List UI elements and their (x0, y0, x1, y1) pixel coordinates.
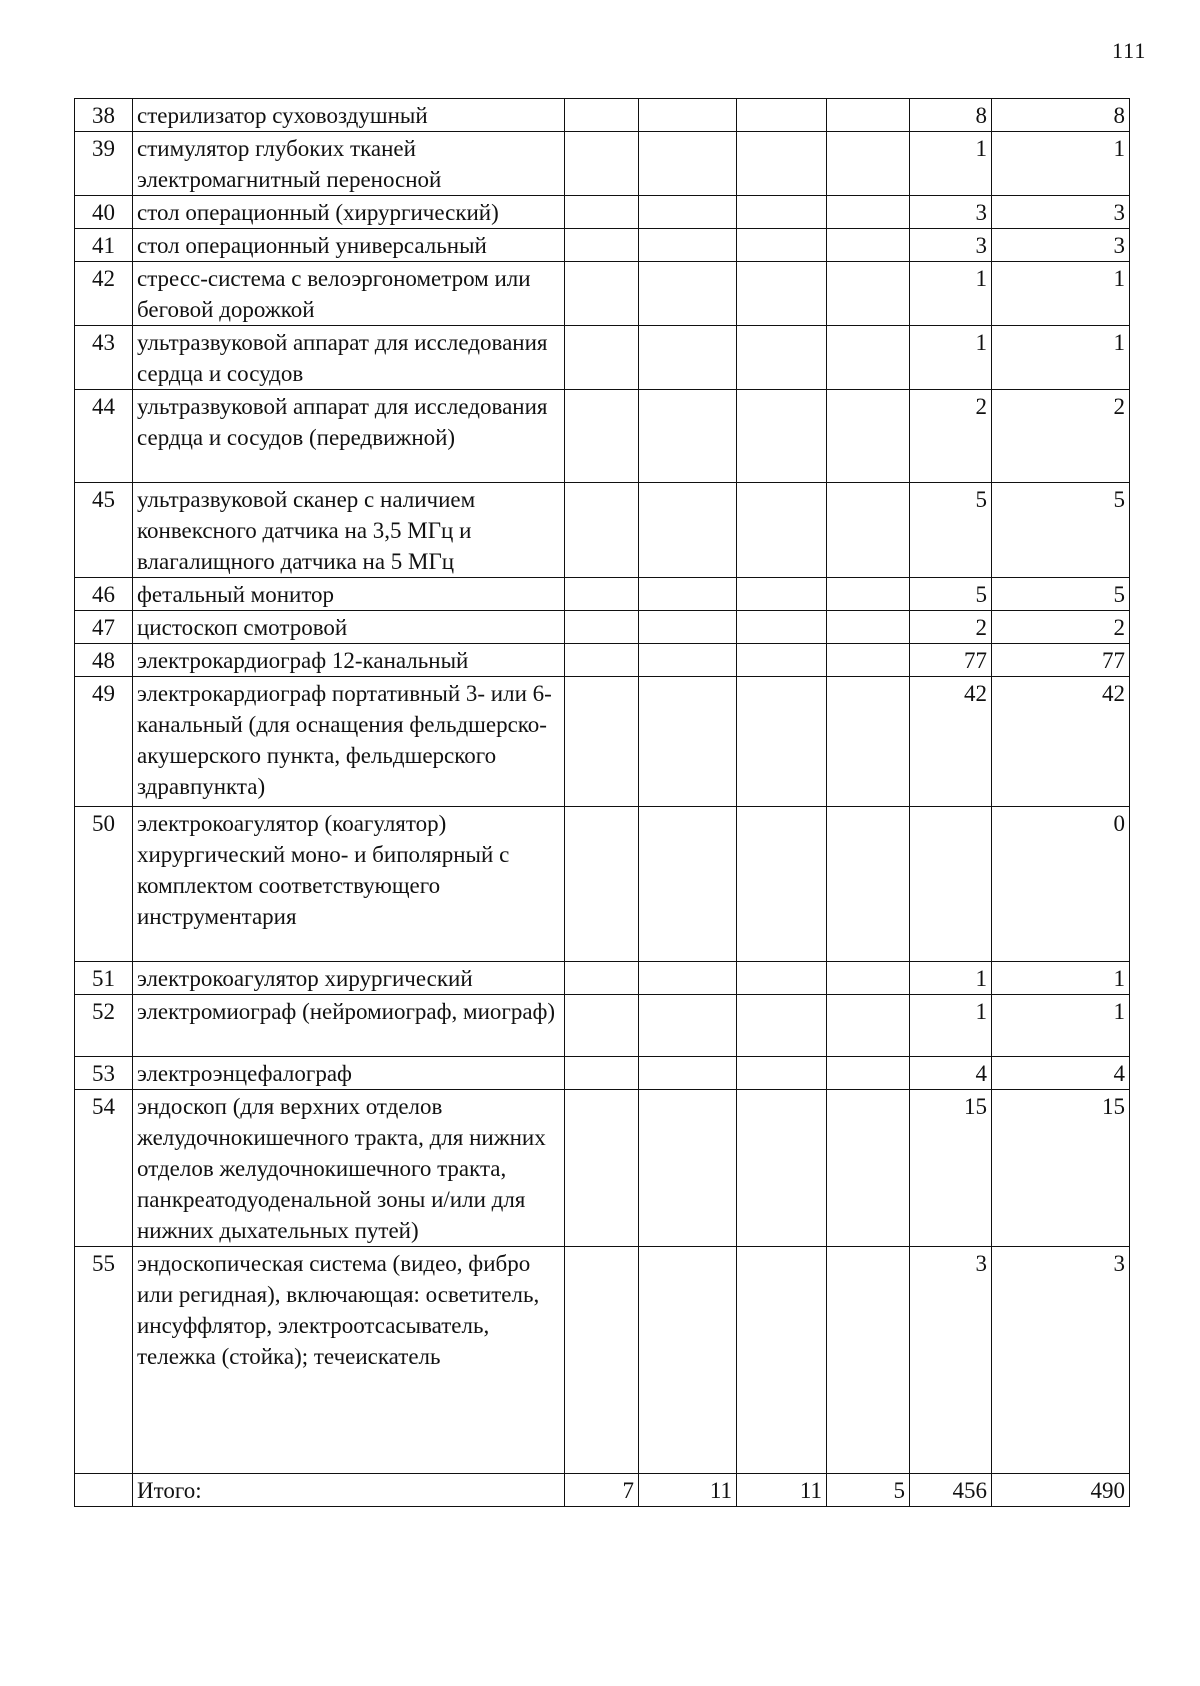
qty-col-4-cell (827, 326, 910, 390)
item-name-cell: фетальный монитор (133, 578, 565, 611)
qty-col-3-cell (737, 483, 827, 578)
qty-total-cell: 42 (992, 677, 1130, 807)
qty-col-5-cell: 77 (910, 644, 992, 677)
row-number-cell: 50 (75, 807, 133, 962)
equipment-table (74, 98, 1130, 1507)
table-row (75, 390, 1130, 483)
qty-col-1-cell (565, 1090, 639, 1247)
qty-col-4-cell (827, 1247, 910, 1474)
qty-total-cell: 1 (992, 326, 1130, 390)
qty-col-1-cell (565, 132, 639, 196)
row-number-cell: 41 (75, 229, 133, 262)
row-number-cell: 47 (75, 611, 133, 644)
table-body (75, 99, 1130, 1507)
table-row (75, 1247, 1130, 1474)
table-row (75, 962, 1130, 995)
qty-total-cell: 5 (992, 578, 1130, 611)
qty-col-5-cell: 3 (910, 196, 992, 229)
qty-col-1-cell (565, 99, 639, 132)
row-number-cell: 54 (75, 1090, 133, 1247)
item-name-cell: Итого: (133, 1474, 565, 1507)
qty-total-cell: 15 (992, 1090, 1130, 1247)
qty-col-1-cell (565, 807, 639, 962)
qty-total-cell: 3 (992, 229, 1130, 262)
qty-col-4-cell (827, 677, 910, 807)
item-name-cell: электрокардиограф 12-канальный (133, 644, 565, 677)
table-row (75, 229, 1130, 262)
table-row (75, 677, 1130, 807)
item-name-cell: электромиограф (нейромиограф, миограф) (133, 995, 565, 1057)
row-number-cell: 38 (75, 99, 133, 132)
qty-total-cell: 5 (992, 483, 1130, 578)
table-row (75, 995, 1130, 1057)
qty-col-4-cell (827, 1057, 910, 1090)
qty-col-3-cell (737, 578, 827, 611)
qty-col-5-cell: 1 (910, 132, 992, 196)
item-name-cell: стол операционный (хирургический) (133, 196, 565, 229)
item-name-cell: стол операционный универсальный (133, 229, 565, 262)
qty-col-2-cell (639, 229, 737, 262)
qty-col-1-cell (565, 1247, 639, 1474)
qty-col-4-cell (827, 229, 910, 262)
qty-col-4-cell: 5 (827, 1474, 910, 1507)
qty-col-3-cell (737, 99, 827, 132)
qty-col-4-cell (827, 1090, 910, 1247)
qty-col-5-cell: 456 (910, 1474, 992, 1507)
row-number-cell: 39 (75, 132, 133, 196)
qty-col-2-cell (639, 390, 737, 483)
qty-col-2-cell (639, 132, 737, 196)
item-name-cell: ультразвуковой аппарат для исследования сердца и сосудов (133, 326, 565, 390)
qty-total-cell: 490 (992, 1474, 1130, 1507)
row-number-cell: 53 (75, 1057, 133, 1090)
qty-col-4-cell (827, 962, 910, 995)
qty-col-2-cell (639, 262, 737, 326)
qty-col-4-cell (827, 578, 910, 611)
qty-col-2-cell (639, 196, 737, 229)
qty-col-4-cell (827, 644, 910, 677)
item-name-cell: электрокоагулятор (коагулятор) хирургический моно- и биполярный с комплектом соответствующего инструментария (133, 807, 565, 962)
table-row (75, 196, 1130, 229)
table-row (75, 326, 1130, 390)
qty-col-2-cell (639, 995, 737, 1057)
qty-col-2-cell: 11 (639, 1474, 737, 1507)
qty-col-5-cell: 15 (910, 1090, 992, 1247)
qty-col-3-cell (737, 1057, 827, 1090)
qty-col-1-cell (565, 644, 639, 677)
qty-col-5-cell: 5 (910, 578, 992, 611)
row-number-cell: 42 (75, 262, 133, 326)
qty-total-cell: 1 (992, 132, 1130, 196)
qty-col-4-cell (827, 483, 910, 578)
qty-col-1-cell (565, 995, 639, 1057)
row-number-cell: 49 (75, 677, 133, 807)
qty-col-2-cell (639, 578, 737, 611)
qty-col-1-cell (565, 326, 639, 390)
qty-col-4-cell (827, 99, 910, 132)
qty-col-5-cell: 42 (910, 677, 992, 807)
qty-col-5-cell (910, 807, 992, 962)
item-name-cell: стресс-система с велоэргонометром или беговой дорожкой (133, 262, 565, 326)
qty-col-3-cell (737, 229, 827, 262)
qty-col-2-cell (639, 677, 737, 807)
qty-col-1-cell (565, 578, 639, 611)
item-name-cell: стимулятор глубоких тканей электромагнитный переносной (133, 132, 565, 196)
qty-col-2-cell (639, 326, 737, 390)
qty-col-5-cell: 1 (910, 262, 992, 326)
page-number: 111 (1112, 38, 1147, 63)
qty-col-5-cell: 2 (910, 390, 992, 483)
qty-col-3-cell (737, 962, 827, 995)
qty-col-1-cell (565, 390, 639, 483)
qty-col-1-cell (565, 1057, 639, 1090)
item-name-cell: стерилизатор суховоздушный (133, 99, 565, 132)
qty-col-5-cell: 3 (910, 229, 992, 262)
qty-col-2-cell (639, 644, 737, 677)
qty-col-5-cell: 3 (910, 1247, 992, 1474)
row-number-cell (75, 1474, 133, 1507)
qty-total-cell: 4 (992, 1057, 1130, 1090)
item-name-cell: ультразвуковой аппарат для исследования сердца и сосудов (передвижной) (133, 390, 565, 483)
qty-col-5-cell: 4 (910, 1057, 992, 1090)
qty-col-1-cell (565, 677, 639, 807)
qty-col-5-cell: 8 (910, 99, 992, 132)
qty-col-3-cell (737, 807, 827, 962)
qty-col-2-cell (639, 483, 737, 578)
qty-col-2-cell (639, 807, 737, 962)
qty-col-5-cell: 5 (910, 483, 992, 578)
qty-total-cell: 2 (992, 390, 1130, 483)
item-name-cell: электрокардиограф портативный 3- или 6-канальный (для оснащения фельдшерско-акушерского пункта, фельдшерского здравпункта) (133, 677, 565, 807)
qty-total-cell: 0 (992, 807, 1130, 962)
qty-col-3-cell (737, 677, 827, 807)
row-number-cell: 40 (75, 196, 133, 229)
qty-col-2-cell (639, 99, 737, 132)
qty-col-3-cell (737, 132, 827, 196)
qty-col-3-cell (737, 1247, 827, 1474)
table-row (75, 807, 1130, 962)
qty-col-4-cell (827, 807, 910, 962)
qty-col-4-cell (827, 196, 910, 229)
qty-col-5-cell: 1 (910, 326, 992, 390)
row-number-cell: 43 (75, 326, 133, 390)
qty-col-1-cell: 7 (565, 1474, 639, 1507)
item-name-cell: цистоскоп смотровой (133, 611, 565, 644)
qty-col-3-cell (737, 611, 827, 644)
qty-col-5-cell: 1 (910, 995, 992, 1057)
qty-total-cell: 8 (992, 99, 1130, 132)
item-name-cell: электрокоагулятор хирургический (133, 962, 565, 995)
qty-col-3-cell (737, 196, 827, 229)
table-row (75, 1057, 1130, 1090)
qty-col-3-cell: 11 (737, 1474, 827, 1507)
qty-total-cell: 1 (992, 262, 1130, 326)
qty-total-cell: 77 (992, 644, 1130, 677)
qty-col-2-cell (639, 1247, 737, 1474)
qty-col-4-cell (827, 132, 910, 196)
table-row (75, 578, 1130, 611)
row-number-cell: 45 (75, 483, 133, 578)
row-number-cell: 44 (75, 390, 133, 483)
qty-col-2-cell (639, 1057, 737, 1090)
qty-col-1-cell (565, 262, 639, 326)
qty-col-3-cell (737, 262, 827, 326)
qty-col-1-cell (565, 962, 639, 995)
qty-col-1-cell (565, 483, 639, 578)
qty-col-4-cell (827, 390, 910, 483)
row-number-cell: 48 (75, 644, 133, 677)
qty-col-3-cell (737, 390, 827, 483)
qty-col-2-cell (639, 962, 737, 995)
qty-col-5-cell: 2 (910, 611, 992, 644)
qty-col-2-cell (639, 1090, 737, 1247)
qty-col-3-cell (737, 644, 827, 677)
table-row (75, 1090, 1130, 1247)
row-number-cell: 51 (75, 962, 133, 995)
row-number-cell: 52 (75, 995, 133, 1057)
qty-total-cell: 3 (992, 1247, 1130, 1474)
qty-col-2-cell (639, 611, 737, 644)
qty-col-1-cell (565, 229, 639, 262)
row-number-cell: 55 (75, 1247, 133, 1474)
qty-total-cell: 3 (992, 196, 1130, 229)
qty-total-cell: 1 (992, 995, 1130, 1057)
qty-col-4-cell (827, 262, 910, 326)
total-row (75, 1474, 1130, 1507)
qty-col-3-cell (737, 995, 827, 1057)
row-number-cell: 46 (75, 578, 133, 611)
qty-col-1-cell (565, 196, 639, 229)
qty-col-4-cell (827, 611, 910, 644)
qty-col-3-cell (737, 326, 827, 390)
table-row (75, 99, 1130, 132)
qty-col-1-cell (565, 611, 639, 644)
item-name-cell: электроэнцефалограф (133, 1057, 565, 1090)
table-row (75, 483, 1130, 578)
qty-col-4-cell (827, 995, 910, 1057)
item-name-cell: ультразвуковой сканер с наличием конвексного датчика на 3,5 МГц и влагалищного датчика на 5 МГц (133, 483, 565, 578)
table-row (75, 132, 1130, 196)
qty-total-cell: 2 (992, 611, 1130, 644)
item-name-cell: эндоскопическая система (видео, фибро или регидная), включающая: осветитель, инсуффлятор, электроотсасыватель, тележка (стойка); течеискатель (133, 1247, 565, 1474)
item-name-cell: эндоскоп (для верхних отделов желудочнокишечного тракта, для нижних отделов желудочнокишечного тракта, панкреатодуоденальной зоны и/или для нижних дыхательных путей) (133, 1090, 565, 1247)
table-row (75, 611, 1130, 644)
qty-col-3-cell (737, 1090, 827, 1247)
table-row (75, 644, 1130, 677)
table-row (75, 262, 1130, 326)
qty-col-5-cell: 1 (910, 962, 992, 995)
qty-total-cell: 1 (992, 962, 1130, 995)
